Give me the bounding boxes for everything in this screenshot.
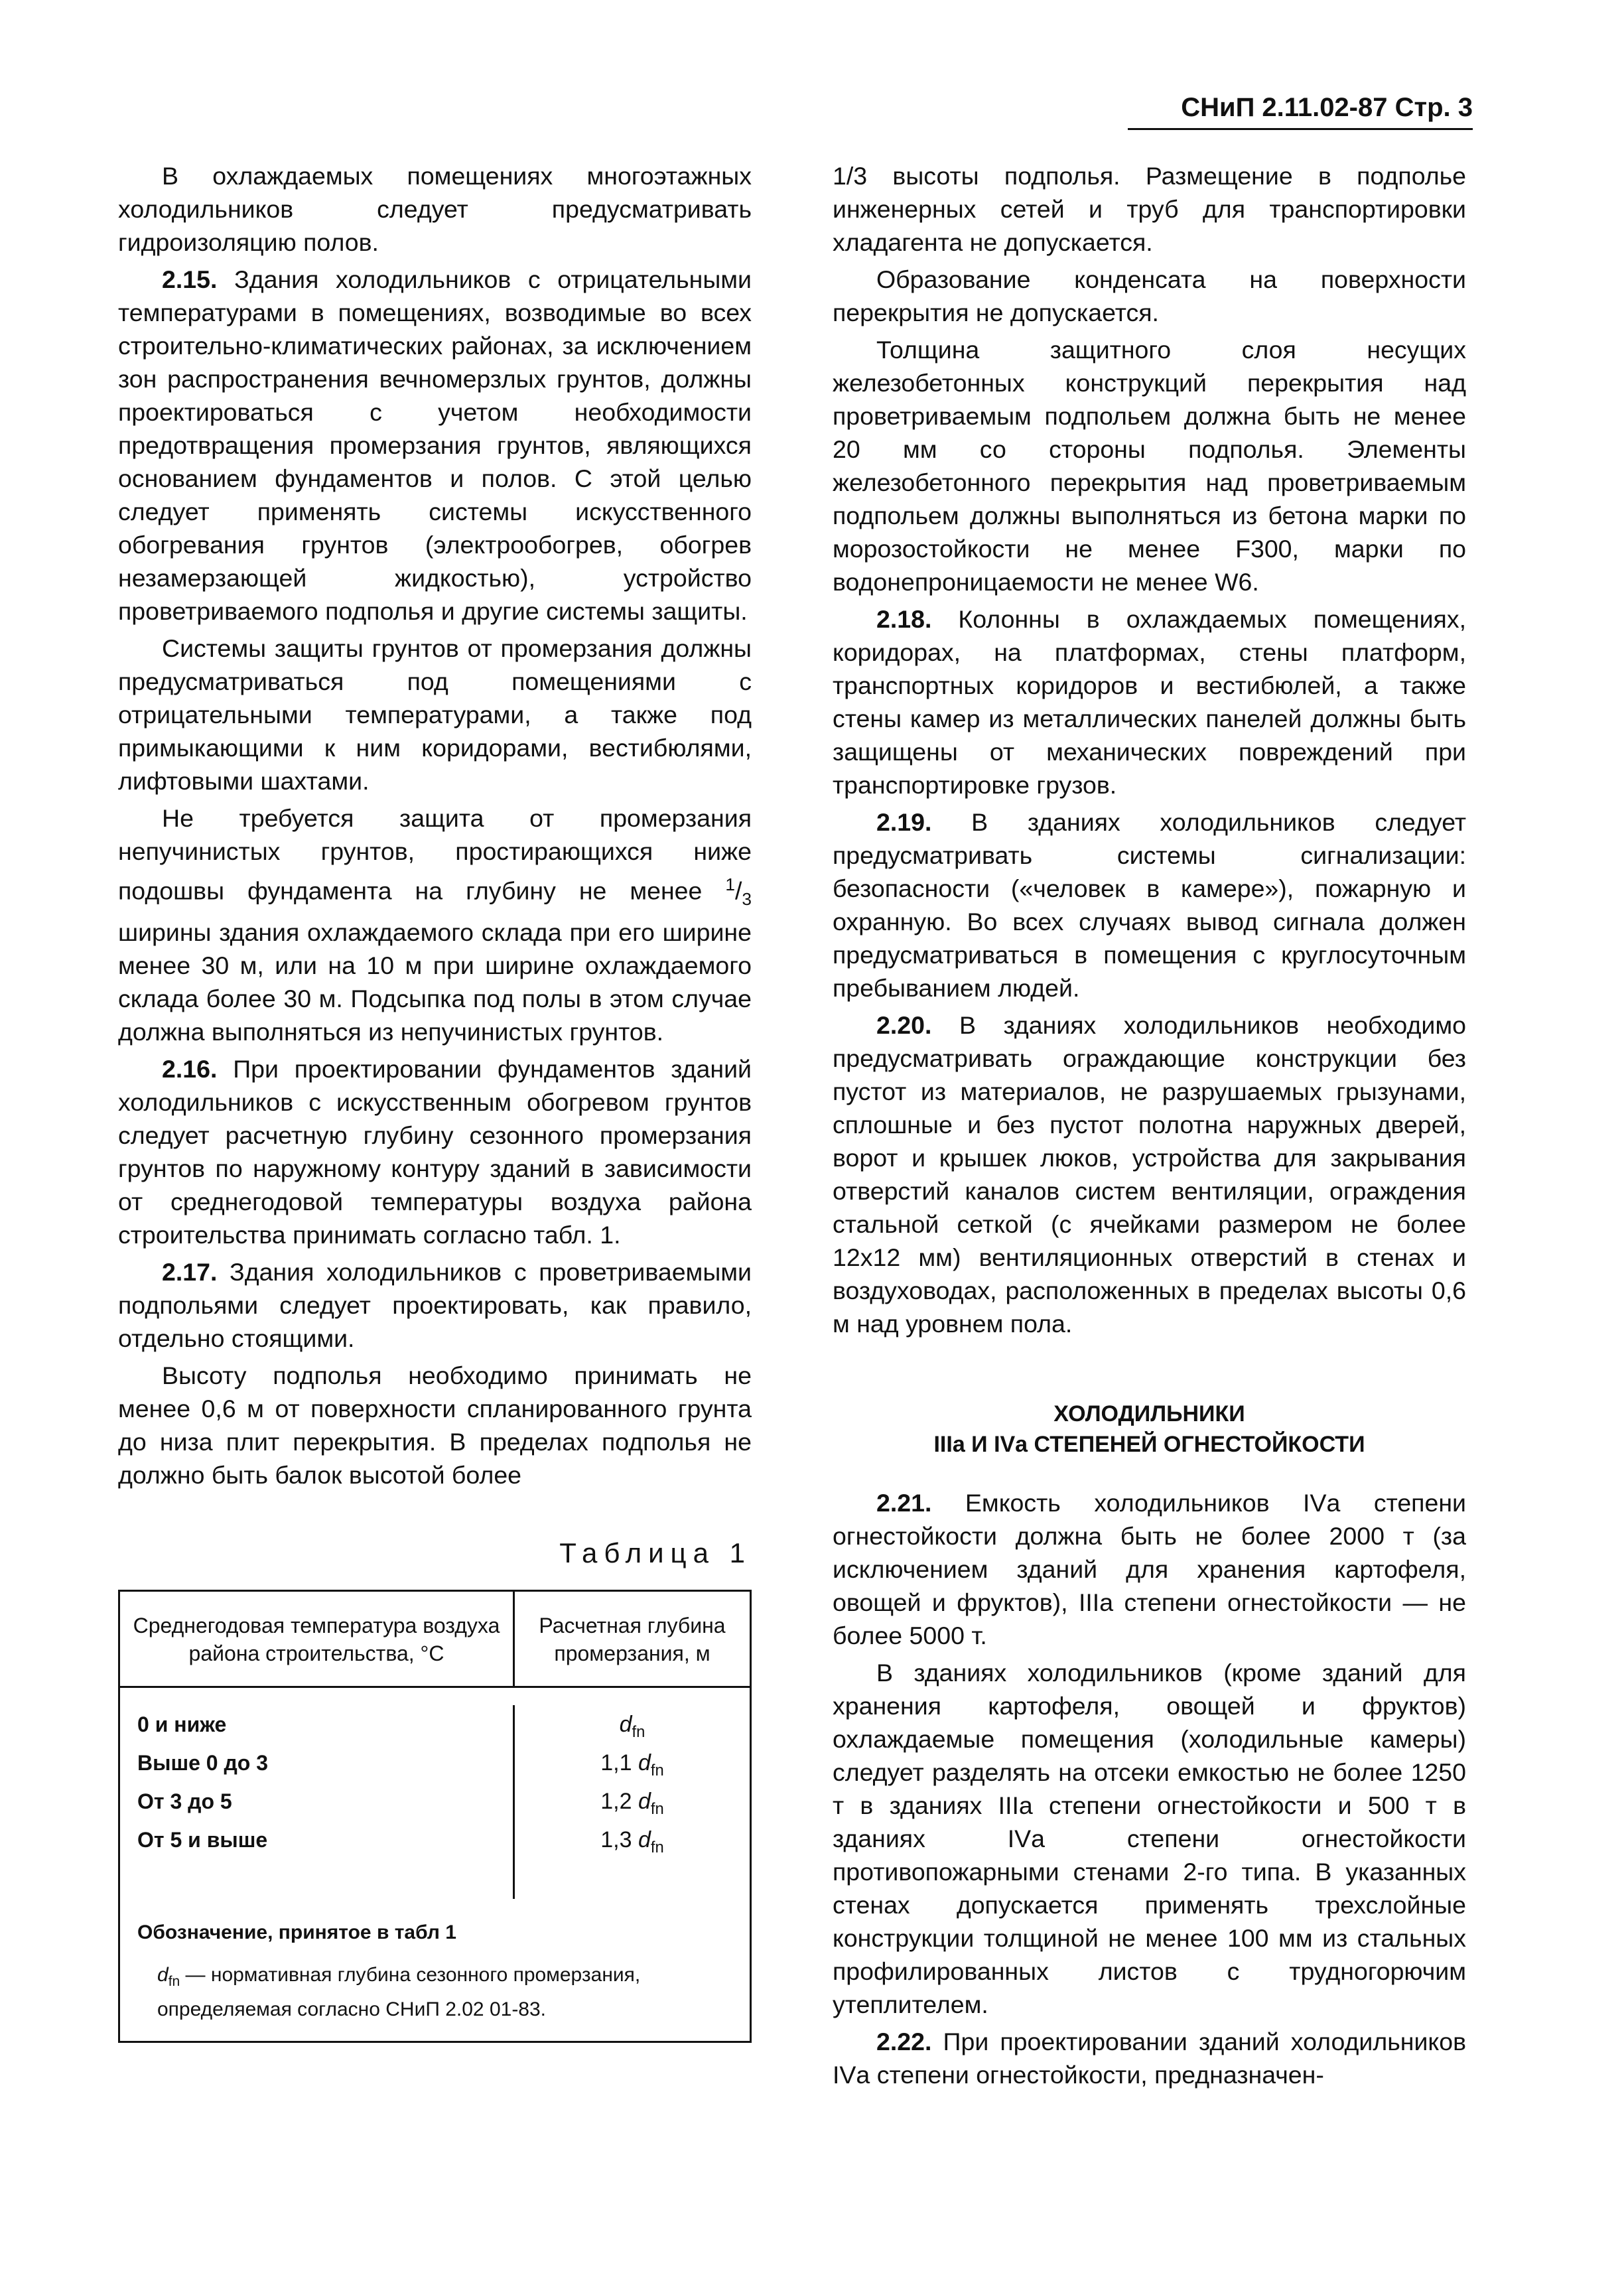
- clause-2-16: [118, 1052, 752, 1251]
- table-1: [118, 1590, 752, 2043]
- clause-number: 2.20.: [876, 1011, 932, 1039]
- page-header: СНиП 2.11.02-87 Стр. 3: [1128, 93, 1473, 130]
- clause-2-18: [833, 602, 1466, 801]
- paragraph: В охлаждаемых помещениях многоэтажных холодильников следует предусматривать гидроизоляцию полов.: [118, 162, 752, 256]
- paragraph: Высоту подполья необходимо принимать не менее 0,6 м от поверхности спланированного грунта до низа плит перекрытия. В пределах подполья не должно быть балок высотой более: [118, 1361, 752, 1489]
- clause-text: Здания холодильников с отрицательными температурами в помещениях, возводимые во всех строительно-климатических районах, за исключением зон распространения вечномерзлых грунтов, должны проектироваться с учетом необходимости предотвращения промерзания грунтов, являющихся основанием фундаментов и полов. С этой целью следует применять системы искусственного обогревания грунтов (электрообогрев, обогрев незамерзающей жидкостью), устройство проветриваемого подполья и другие системы защиты.: [118, 265, 752, 625]
- table-caption: Таблица 1: [559, 1537, 752, 1568]
- table-note: [120, 1899, 750, 2041]
- clause-number: 2.16.: [162, 1055, 218, 1083]
- table-header: [120, 1592, 750, 1688]
- table-col-temperature: [120, 1705, 515, 1899]
- table-header-temperature: Среднегодовая температура воздуха района строительства, °С: [120, 1592, 515, 1686]
- clause-number: 2.15.: [162, 265, 218, 293]
- fraction-denominator: 3: [742, 889, 752, 909]
- table-cell-temp: От 3 до 5: [137, 1789, 232, 1813]
- section-title-line-2: IIIа И IVа СТЕПЕНЕЙ ОГНЕСТОЙКОСТИ: [933, 1432, 1365, 1457]
- table-cell-depth: $d_{fn}$: [619, 1712, 645, 1741]
- clause-number: 2.22.: [876, 2028, 932, 2055]
- clause-text: Колонны в охлаждаемых помещениях, коридорах, на платформах, стены платформ, транспортных коридоров и вестибюлей, а также стены камер из металлических панелей должны быть защищены от механических повреждений при транспортировке грузов.: [833, 605, 1467, 799]
- clause-text: В зданиях холодильников следует предусматривать системы сигнализации: безопасности («человек в камере»), пожарную и охранную. Во всех случаях вывод сигнала должен предусматриваться в помещения с круглосуточным пребыванием людей.: [833, 808, 1467, 1002]
- clause-text: При проектировании фундаментов зданий холодильников с искусственным обогревом грунтов следует расчетную глубину сезонного промерзания грунтов по наружному контуру зданий в зависимости от среднегодовой температуры воздуха района строительства принимать согласно табл. 1.: [118, 1055, 752, 1249]
- table-header-depth: Расчетная глубина промерзания, м: [539, 1614, 726, 1665]
- clause-text: Емкость холодильников IVа степени огнестойкости должна быть не более 2000 т (за исключением зданий для хранения картофеля, овощей и фруктов), IIIа степени огнестойкости — не более 5000 т.: [833, 1489, 1466, 1649]
- table-col-depth: [515, 1705, 750, 1899]
- clause-text: Здания холодильников с проветриваемыми подпольями следует проектировать, как правило, отдельно стоящими.: [118, 1258, 752, 1352]
- clause-number: 2.18.: [876, 605, 932, 633]
- table-body: [120, 1688, 750, 1899]
- table-cell-depth: 1,3 $d_{fn}$: [600, 1827, 664, 1856]
- table-cell-depth: 1,1 $d_{fn}$: [600, 1750, 664, 1779]
- paragraph: В зданиях холодильников (кроме зданий для хранения картофеля, овощей и фруктов) охлаждаемые помещения (холодильные камеры) следует разделять на отсеки емкостью не более 1250 т в зданиях IIIа степени огнестойкости и 500 т в зданиях IVа степени огнестойкости противопожарными стенами 2-го типа. В указанных стенах допускается применять трехслойные конструкции толщиной не менее 100 мм из стальных профилированных листов с трудногорючим утеплителем.: [833, 1659, 1466, 2018]
- paragraph: Толщина защитного слоя несущих железобетонных конструкций перекрытия над проветриваемым подпольем должна быть не менее 20 мм со стороны подполья. Элементы железобетонного перекрытия над проветриваемым подпольем должны выполняться из бетона марки по морозостойкости не менее F300, марки по водонепроницаемости не менее W6.: [833, 336, 1466, 596]
- clause-2-15: [118, 263, 752, 628]
- table-cell-temp: Выше 0 до 3: [137, 1751, 269, 1775]
- section-title-line-1: ХОЛОДИЛЬНИКИ: [1053, 1401, 1245, 1426]
- clause-text: В зданиях холодильников необходимо предусматривать ограждающие конструкции без пустот из материалов, не разрушаемых грызунами, сплошные и без пустот полотна наружных дверей, ворот и крышек люков, устройства для закрывания отверстий каналов систем вентиляции, ограждения стальной сеткой (с ячейками размером не более 12х12 мм) вентиляционных отверстий в стенах и воздуховодах, расположенных в пределах высоты 0,6 м над уровнем пола.: [833, 1011, 1467, 1338]
- clause-2-21: [833, 1486, 1466, 1652]
- note-definition: $d_{fn}$ — нормативная глубина сезонного промерзания, определяемая согласно СНиП 2.02 01-83.: [157, 1964, 641, 2020]
- clause-number: 2.17.: [162, 1258, 218, 1286]
- clause-2-17: [118, 1255, 752, 1355]
- paragraph: Системы защиты грунтов от промерзания должны предусматриваться под помещениями с отрицательными температурами, а также под примыкающими к ним коридорами, вестибюлями, лифтовыми шахтами.: [118, 634, 752, 795]
- fraction-numerator: 1: [725, 874, 735, 894]
- clause-number: 2.19.: [876, 808, 932, 836]
- paragraph-text: ширины здания охлаждаемого склада при его ширине менее 30 м, или на 10 м при ширине охлаждаемого склада более 30 м. Подсыпка под полы в этом случае должна выполняться из непучинистых грунтов.: [118, 918, 752, 1046]
- clause-2-19: [833, 805, 1466, 1005]
- clause-2-20: [833, 1008, 1466, 1340]
- table-cell-depth: 1,2 $d_{fn}$: [600, 1789, 664, 1818]
- section-title: [833, 1399, 1466, 1460]
- clause-number: 2.21.: [876, 1489, 932, 1517]
- clause-text: При проектировании зданий холодильников IVа степени огнестойкости, предназначен-: [833, 2028, 1466, 2089]
- paragraph: Образование конденсата на поверхности перекрытия не допускается.: [833, 265, 1466, 326]
- note-title: Обозначение, принятое в табл 1: [137, 1921, 456, 1943]
- paragraph-text: Не требуется защита от промерзания непучинистых грунтов, простирающихся ниже подошвы фундамента на глубину не менее: [118, 804, 752, 905]
- left-column: [118, 159, 752, 2043]
- table-cell-temp: От 5 и выше: [137, 1828, 268, 1852]
- paragraph-fraction: Не требуется защита от промерзания непучинистых грунтов, простирающихся ниже подошвы фундамента на глубину не менее $^1/_3$ ширины здания охлаждаемого склада при его ширине менее 30 м, или на 10 м при ширине охлаждаемого склада более 30 м. Подсыпка под полы в этом случае должна выполняться из непучинистых грунтов.: [118, 804, 752, 1046]
- clause-2-22: [833, 2025, 1466, 2091]
- right-column: [833, 159, 1466, 2095]
- paragraph: 1/3 высоты подполья. Размещение в подполье инженерных сетей и труб для транспортировки хладагента не допускается.: [833, 162, 1466, 256]
- table-cell-temp: 0 и ниже: [137, 1712, 227, 1736]
